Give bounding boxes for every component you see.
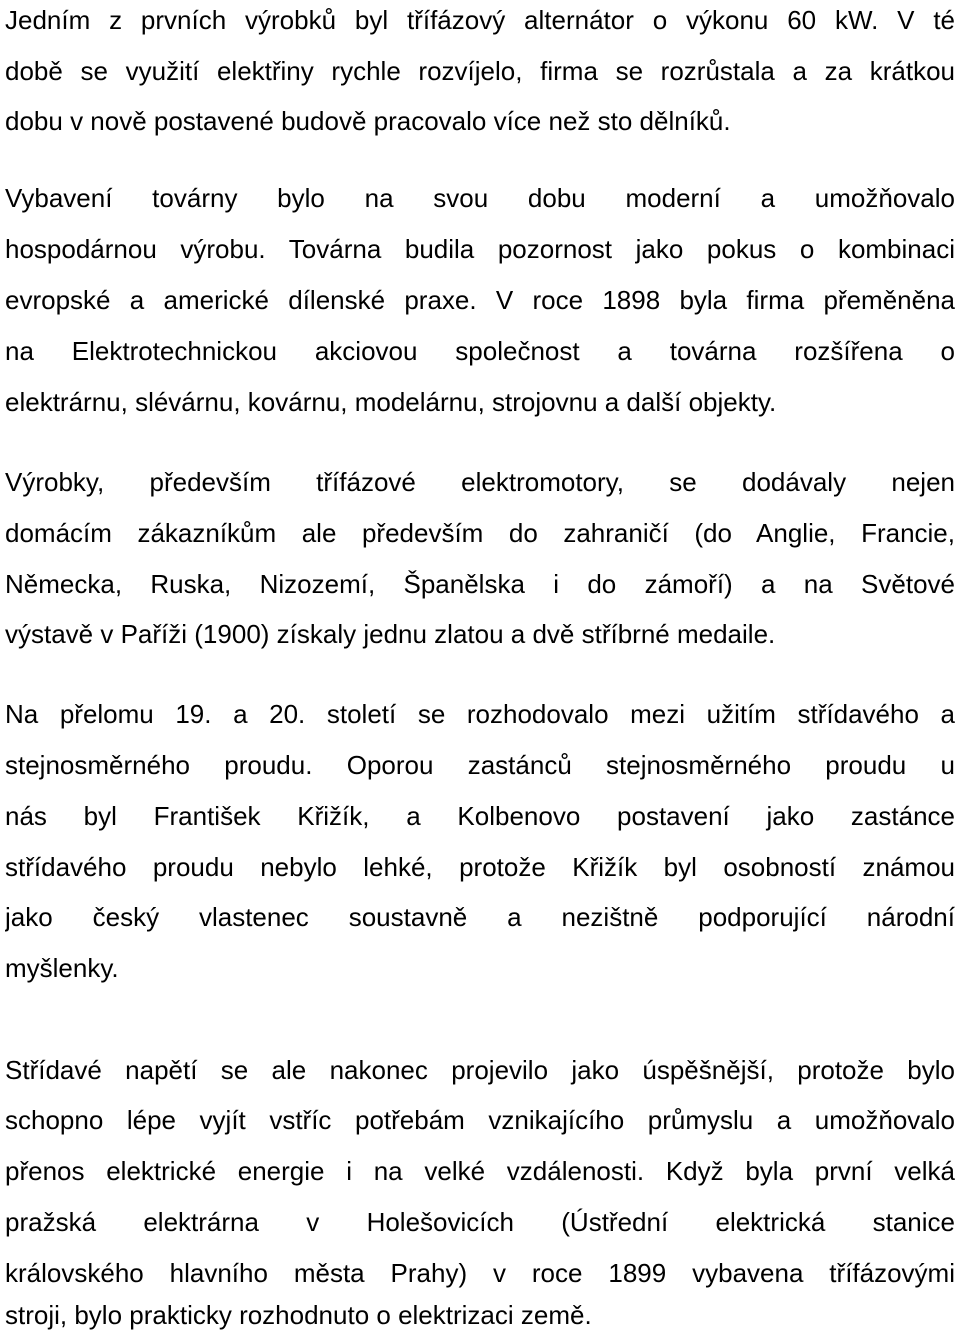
text-line: Na přelomu 19. a 20. století se rozhodovalo mezi užitím střídavého a xyxy=(5,699,955,729)
text-line: elektrárnu, slévárnu, kovárnu, modelárnu, strojovnu a další objekty. xyxy=(5,387,777,417)
text-line: výstavě v Paříži (1900) získaly jednu zlatou a dvě stříbrné medaile. xyxy=(5,619,776,649)
text-line: době se využití elektřiny rychle rozvíjelo, firma se rozrůstala a za krátkou xyxy=(5,56,955,86)
text-line: nás byl František Křižík, a Kolbenovo postavení jako zastánce xyxy=(5,801,955,831)
text-line: Vybavení továrny bylo na svou dobu moderní a umožňovalo xyxy=(5,183,955,213)
text-line: dobu v nově postavené budově pracovalo více než sto dělníků. xyxy=(5,106,731,136)
text-line: schopno lépe vyjít vstříc potřebám vznikajícího průmyslu a umožňovalo xyxy=(5,1105,955,1135)
text-line: na Elektrotechnickou akciovou společnost a továrna rozšířena o xyxy=(5,336,955,366)
text-line: Německa, Ruska, Nizozemí, Španělska i do zámoří) a na Světové xyxy=(5,569,955,599)
text-line: stejnosměrného proudu. Oporou zastánců stejnosměrného proudu u xyxy=(5,750,955,780)
text-line: myšlenky. xyxy=(5,953,119,983)
text-line: královského hlavního města Prahy) v roce 1899 vybavena třífázovými xyxy=(5,1258,955,1288)
text-line: hospodárnou výrobu. Továrna budila pozornost jako pokus o kombinaci xyxy=(5,234,955,264)
text-line: jako český vlastenec soustavně a nezištně podporující národní xyxy=(5,902,955,932)
text-line: stroji, bylo prakticky rozhodnuto o elektrizaci země. xyxy=(5,1300,592,1330)
text-line: střídavého proudu nebylo lehké, protože Křižík byl osobností známou xyxy=(5,852,955,882)
text-line: pražská elektrárna v Holešovicích (Ústřední elektrická stanice xyxy=(5,1207,955,1237)
text-line: Výrobky, především třífázové elektromotory, se dodávaly nejen xyxy=(5,467,955,497)
text-line: přenos elektrické energie i na velké vzdálenosti. Když byla první velká xyxy=(5,1156,955,1186)
text-line: Střídavé napětí se ale nakonec projevilo jako úspěšnější, protože bylo xyxy=(5,1055,955,1085)
text-line: evropské a americké dílenské praxe. V roce 1898 byla firma přeměněna xyxy=(5,285,955,315)
text-line: Jedním z prvních výrobků byl třífázový alternátor o výkonu 60 kW. V té xyxy=(5,5,955,35)
text-line: domácím zákazníkům ale především do zahraničí (do Anglie, Francie, xyxy=(5,518,955,548)
